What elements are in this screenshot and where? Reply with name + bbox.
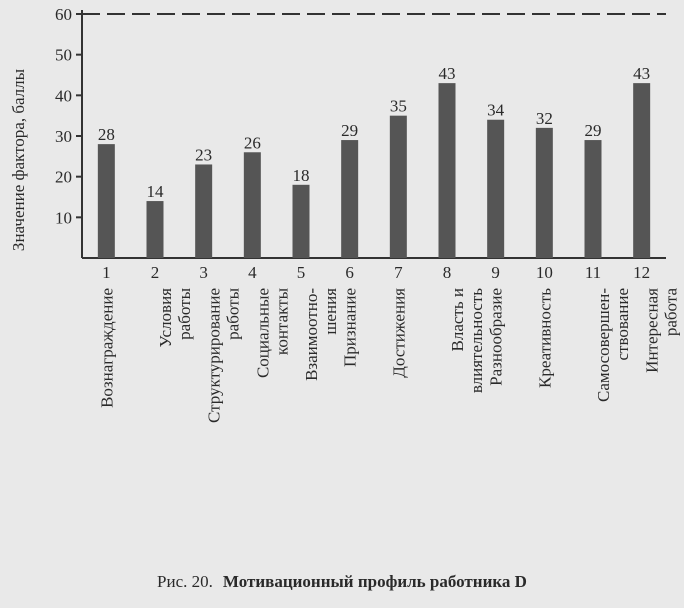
bar-12 [633, 83, 650, 258]
y-tick-label-40: 40 [55, 86, 72, 106]
y-tick-label-20: 20 [55, 167, 72, 187]
value-label-8: 43 [438, 64, 456, 84]
value-label-9: 34 [487, 100, 505, 120]
category-name-11 [594, 288, 632, 402]
category-name-2 [156, 287, 194, 347]
category-number-3: 3 [199, 263, 208, 282]
category-name-line: работы [175, 288, 194, 340]
category-name-9 [487, 288, 506, 386]
value-label-7: 35 [389, 96, 407, 116]
category-number-4: 4 [248, 263, 257, 282]
category-number-1: 1 [102, 263, 111, 282]
category-number-6: 6 [345, 263, 354, 282]
y-tick-label-10: 10 [55, 208, 72, 228]
category-name-line: Достижения [389, 288, 409, 378]
category-number-5: 5 [296, 263, 306, 282]
bar-6 [341, 140, 358, 258]
bar-5 [293, 185, 310, 258]
bar-10 [536, 128, 553, 258]
category-name-line: Условия [156, 288, 175, 348]
category-name-4 [253, 287, 291, 378]
bar-9 [487, 120, 504, 258]
category-name-12 [643, 288, 681, 373]
y-tick-label-60: 60 [55, 5, 72, 24]
bar-7 [390, 116, 407, 258]
category-number-7: 7 [394, 263, 403, 282]
category-name-5 [302, 288, 340, 381]
category-name-line: Интересная [642, 288, 662, 373]
bar-11 [585, 140, 602, 258]
category-name-3 [205, 287, 243, 423]
category-name-line: Самосовершен- [594, 288, 613, 402]
category-number-12: 12 [633, 263, 651, 282]
bar-4 [244, 152, 261, 258]
value-label-5: 18 [292, 165, 310, 185]
category-name-line: Разнообразие [486, 288, 506, 386]
bar-1 [98, 144, 115, 258]
category-name-line: работа [661, 288, 681, 337]
category-name-6 [341, 288, 360, 367]
category-name-line: Структурирование [204, 288, 224, 423]
category-name-line: ствование [613, 288, 632, 361]
category-number-8: 8 [442, 263, 452, 282]
value-label-6: 29 [341, 121, 359, 141]
value-label-12: 43 [633, 64, 651, 84]
caption-figure-number: Рис. 20. [157, 572, 213, 591]
category-number-9: 9 [491, 263, 500, 282]
bar-8 [439, 83, 456, 258]
category-name-7 [389, 288, 408, 378]
category-name-line: Признание [340, 288, 360, 367]
category-number-10: 10 [535, 263, 553, 282]
figure-caption [0, 572, 684, 592]
category-name-line: Взаимоотно- [302, 288, 321, 381]
category-number-2: 2 [150, 263, 160, 282]
value-label-11: 29 [584, 121, 602, 141]
category-name-10 [535, 288, 554, 388]
y-tick-label-50: 50 [55, 45, 72, 65]
category-name-line: Власть и [448, 288, 467, 352]
y-axis-title: Значение фактора, баллы [9, 68, 28, 252]
category-name-line: контакты [272, 288, 292, 356]
category-name-line: Вознаграждение [97, 288, 117, 408]
category-name-line: работы [223, 288, 243, 340]
bar-2 [147, 201, 164, 258]
category-number-11: 11 [584, 263, 602, 282]
value-label-2: 14 [146, 182, 164, 202]
category-name-line: влиятельность [467, 288, 486, 394]
category-name-line: Социальные [253, 288, 273, 379]
value-label-3: 23 [195, 145, 213, 165]
caption-title: Мотивационный профиль работника D [222, 572, 527, 591]
value-label-10: 32 [535, 108, 553, 128]
y-tick-label-30: 30 [55, 127, 72, 146]
category-name-8 [448, 288, 486, 393]
category-name-line: Креативность [535, 288, 555, 388]
value-label-4: 26 [243, 133, 261, 153]
category-name-1 [97, 288, 116, 408]
category-name-line: шения [321, 288, 340, 335]
bar-3 [195, 164, 212, 258]
value-label-1: 28 [97, 125, 115, 145]
